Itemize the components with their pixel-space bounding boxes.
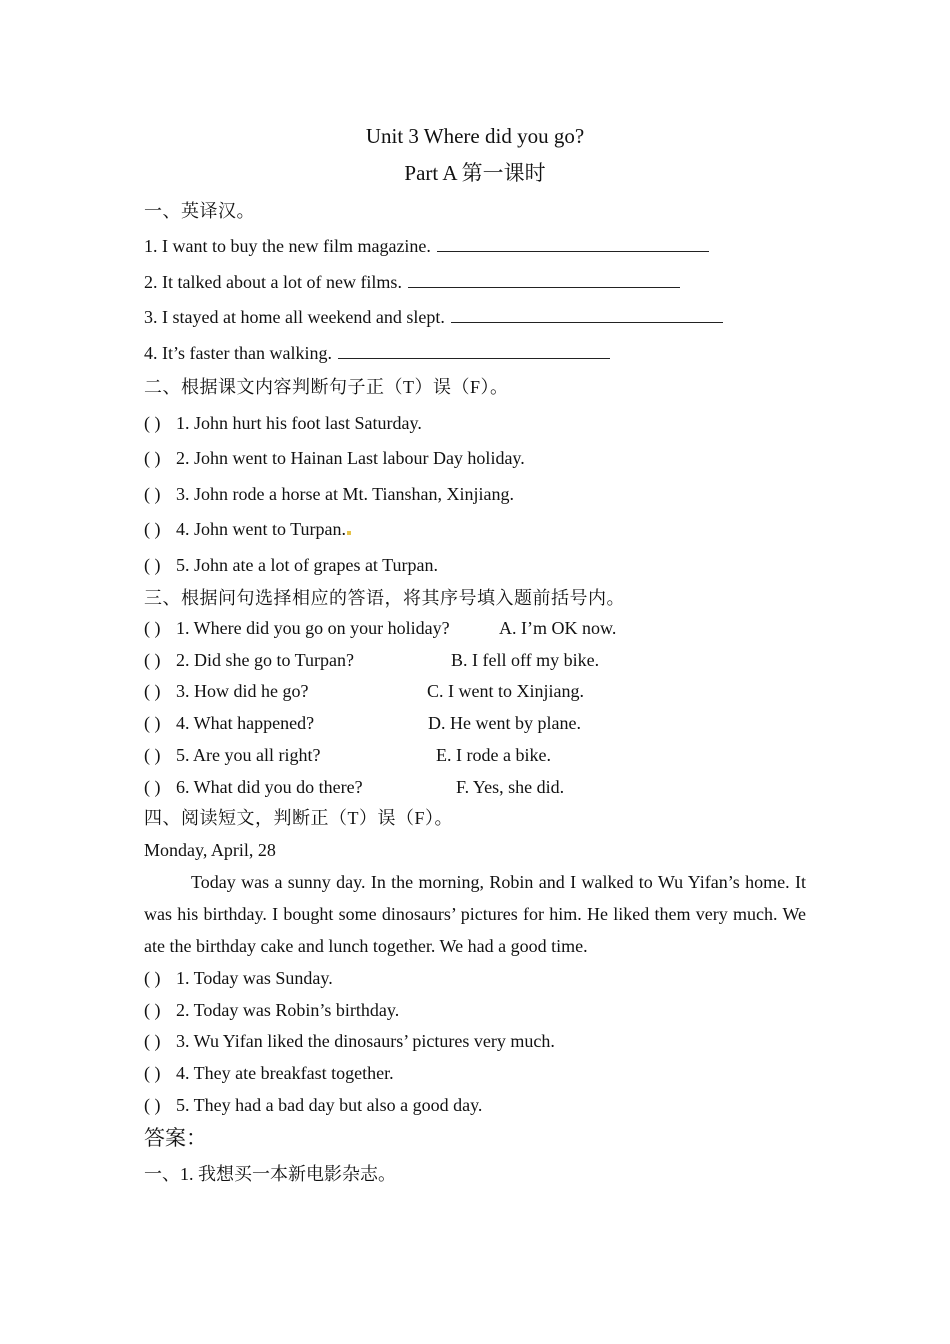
answer-parentheses[interactable]: ( ) [144,484,161,504]
translation-sentence: 4. It’s faster than walking. [144,343,332,363]
answer-parentheses[interactable]: ( ) [144,555,161,575]
answer-blank[interactable] [338,340,610,359]
answer-blank[interactable] [408,269,680,288]
matching-question [144,648,354,672]
question-text: 6. What did you do there? [176,777,363,797]
reading-passage: Today was a sunny day. In the morning, Robin and I walked to Wu Yifan’s home. It was his birthday. I bought some dinosaurs’ pictures for him. He liked them very much. We ate the birthday cake and lunch together. We had a good time. [144,872,806,956]
answer-parentheses[interactable]: ( ) [144,713,161,733]
statement-text: 5. They had a bad day but also a good day. [176,1095,483,1115]
highlight-mark [347,531,351,535]
answer-parentheses[interactable]: ( ) [144,1095,161,1115]
statement-text: 3. Wu Yifan liked the dinosaurs’ pictures very much. [176,1031,555,1051]
answer-parentheses[interactable]: ( ) [144,448,161,468]
section1-heading: 一、英译汉。 [144,201,255,221]
answer-parentheses[interactable]: ( ) [144,1063,161,1083]
question-text: 3. How did he go? [176,681,309,701]
question-text: 4. What happened? [176,713,315,733]
question-text: 1. Where did you go on your holiday? [176,618,450,638]
section2-heading: 二、根据课文内容判断句子正（T）误（F）。 [144,377,509,397]
translation-sentence: 3. I stayed at home all weekend and slept. [144,307,445,327]
statement-text: 2. Today was Robin’s birthday. [176,1000,400,1020]
matching-question [144,616,450,640]
translation-item [144,304,723,329]
answer-parentheses[interactable]: ( ) [144,650,161,670]
answer-line: 一、1. 我想买一本新电影杂志。 [144,1164,396,1184]
answer-parentheses[interactable]: ( ) [144,1031,161,1051]
answer-parentheses[interactable]: ( ) [144,968,161,988]
true-false-item [144,966,333,990]
true-false-item [144,998,399,1022]
true-false-item [144,517,351,541]
translation-sentence: 2. It talked about a lot of new films. [144,272,402,292]
translation-item [144,340,610,365]
translation-item [144,233,709,258]
true-false-item [144,446,525,470]
answer-option: D. He went by plane. [428,713,581,733]
true-false-item [144,553,438,577]
answer-parentheses[interactable]: ( ) [144,681,161,701]
answer-option: C. I went to Xinjiang. [427,681,584,701]
answer-option: F. Yes, she did. [456,777,565,797]
matching-question [144,775,363,799]
question-text: 5. Are you all right? [176,745,321,765]
answer-parentheses[interactable]: ( ) [144,413,161,433]
section4-heading: 四、阅读短文，判断正（T）误（F）。 [144,808,454,828]
true-false-item [144,1029,555,1053]
answer-blank[interactable] [437,233,709,252]
answer-parentheses[interactable]: ( ) [144,519,161,539]
statement-text: 2. John went to Hainan Last labour Day holiday. [176,448,525,468]
section3-heading: 三、根据问句选择相应的答语，将其序号填入题前括号内。 [144,588,625,608]
answer-parentheses[interactable]: ( ) [144,745,161,765]
true-false-item [144,1093,482,1117]
true-false-item [144,482,514,506]
answer-option: E. I rode a bike. [436,745,551,765]
matching-question [144,679,308,703]
answers-title: 答案： [144,1126,207,1150]
translation-sentence: 1. I want to buy the new film magazine. [144,236,431,256]
diary-date: Monday, April, 28 [144,840,276,860]
statement-text: 3. John rode a horse at Mt. Tianshan, Xinjiang. [176,484,514,504]
answer-parentheses[interactable]: ( ) [144,777,161,797]
answer-blank[interactable] [451,304,723,323]
answer-option: B. I fell off my bike. [451,650,600,670]
statement-text: 5. John ate a lot of grapes at Turpan. [176,555,438,575]
true-false-item [144,1061,394,1085]
page-subtitle: Part A 第一课时 [404,161,546,185]
true-false-item [144,411,422,435]
statement-text: 1. Today was Sunday. [176,968,333,988]
statement-text: 4. They ate breakfast together. [176,1063,394,1083]
translation-item [144,269,680,294]
matching-question [144,743,320,767]
answer-option: A. I’m OK now. [499,618,617,638]
page-title: Unit 3 Where did you go? [365,124,585,148]
matching-question [144,711,314,735]
statement-text: 1. John hurt his foot last Saturday. [176,413,422,433]
statement-text: 4. John went to Turpan. [176,519,347,539]
question-text: 2. Did she go to Turpan? [176,650,355,670]
answer-parentheses[interactable]: ( ) [144,618,161,638]
answer-parentheses[interactable]: ( ) [144,1000,161,1020]
